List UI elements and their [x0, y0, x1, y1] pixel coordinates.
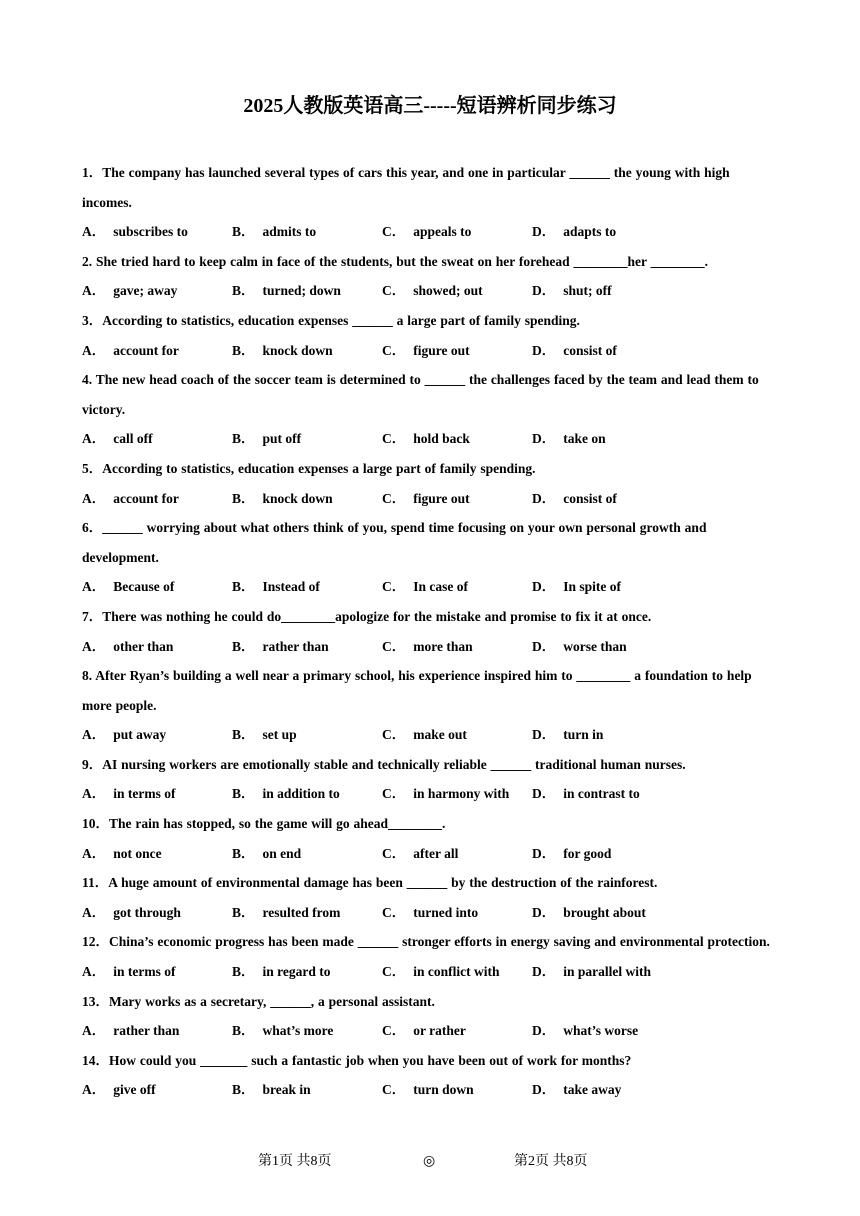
option-letter: B．	[232, 904, 255, 920]
page-number-right: 第2页 共8页	[514, 1154, 588, 1169]
option-letter: A．	[82, 579, 106, 595]
option-text: put away	[113, 727, 167, 743]
question-stem: 1．The company has launched several types of cars this year, and one in particular ______ the young with high incomes.	[82, 165, 730, 210]
option-text: turned into	[413, 904, 479, 920]
option-letter: B．	[232, 283, 255, 299]
option-d	[532, 839, 611, 869]
option-row	[82, 484, 782, 514]
option-b	[232, 779, 340, 809]
option-b	[232, 336, 333, 366]
option-text: after all	[413, 845, 459, 861]
option-a	[82, 839, 162, 869]
option-letter: A．	[82, 727, 106, 743]
option-text: in regard to	[262, 964, 331, 980]
question-item	[82, 158, 782, 247]
question-item	[82, 602, 782, 661]
option-letter: A．	[82, 283, 106, 299]
option-text: in harmony with	[413, 786, 510, 802]
option-c	[382, 839, 458, 869]
option-letter: B．	[232, 727, 255, 743]
option-letter: A．	[82, 1023, 106, 1039]
option-letter: B．	[232, 490, 255, 506]
option-b	[232, 839, 301, 869]
option-letter: D．	[532, 1023, 556, 1039]
option-row	[82, 572, 782, 602]
question-stem: 4. The new head coach of the soccer team is determined to ______ the challenges faced by the team and lead them to victory.	[82, 372, 759, 417]
question-stem: 10．The rain has stopped, so the game will go ahead________.	[82, 816, 446, 832]
option-letter: B．	[232, 845, 255, 861]
option-row	[82, 898, 782, 928]
question-item	[82, 365, 782, 454]
option-b	[232, 1075, 311, 1105]
option-letter: C．	[382, 342, 406, 358]
option-letter: C．	[382, 727, 406, 743]
option-letter: C．	[382, 579, 406, 595]
option-text: subscribes to	[113, 224, 188, 240]
option-d	[532, 720, 603, 750]
option-letter: B．	[232, 964, 255, 980]
option-text: take away	[563, 1082, 622, 1098]
option-text: in contrast to	[563, 786, 640, 802]
option-text: Instead of	[262, 579, 320, 595]
option-d	[532, 276, 612, 306]
option-letter: D．	[532, 283, 556, 299]
option-row	[82, 424, 782, 454]
question-stem: 5．According to statistics, education expenses a large part of family spending.	[82, 460, 536, 476]
option-letter: D．	[532, 845, 556, 861]
option-d	[532, 424, 606, 454]
option-text: rather than	[113, 1023, 180, 1039]
question-stem: 3．According to statistics, education expenses ______ a large part of family spending.	[82, 312, 580, 328]
option-letter: A．	[82, 1082, 106, 1098]
page-number-left: 第1页 共8页	[258, 1154, 332, 1169]
option-text: knock down	[262, 490, 333, 506]
question-item	[82, 868, 782, 927]
option-b	[232, 572, 320, 602]
option-letter: A．	[82, 342, 106, 358]
option-d	[532, 632, 627, 662]
option-text: in terms of	[113, 786, 176, 802]
option-letter: A．	[82, 964, 106, 980]
question-item	[82, 987, 782, 1046]
option-text: rather than	[262, 638, 329, 654]
option-text: gave; away	[113, 283, 178, 299]
option-row	[82, 957, 782, 987]
option-text: turn in	[563, 727, 604, 743]
option-letter: C．	[382, 1082, 406, 1098]
option-letter: D．	[532, 431, 556, 447]
option-text: in conflict with	[413, 964, 500, 980]
option-text: turn down	[413, 1082, 474, 1098]
option-d	[532, 217, 616, 247]
option-letter: C．	[382, 224, 406, 240]
option-c	[382, 957, 500, 987]
option-letter: D．	[532, 1082, 556, 1098]
option-text: consist of	[563, 490, 617, 506]
question-item	[82, 513, 782, 602]
option-letter: D．	[532, 786, 556, 802]
option-letter: C．	[382, 786, 406, 802]
option-text: knock down	[262, 342, 333, 358]
option-row	[82, 632, 782, 662]
option-letter: B．	[232, 579, 255, 595]
option-letter: D．	[532, 342, 556, 358]
option-letter: D．	[532, 579, 556, 595]
option-a	[82, 484, 179, 514]
question-item	[82, 306, 782, 365]
option-d	[532, 1016, 638, 1046]
option-d	[532, 779, 640, 809]
option-a	[82, 217, 188, 247]
option-a	[82, 424, 153, 454]
option-c	[382, 720, 467, 750]
option-d	[532, 957, 651, 987]
option-text: In case of	[413, 579, 468, 595]
question-stem: 14．How could you _______ such a fantastic job when you have been out of work for months?	[82, 1052, 632, 1068]
option-text: more than	[413, 638, 473, 654]
option-d	[532, 484, 617, 514]
option-text: break in	[262, 1082, 311, 1098]
option-text: account for	[113, 490, 179, 506]
option-text: put off	[262, 431, 302, 447]
option-c	[382, 779, 509, 809]
option-letter: C．	[382, 1023, 406, 1039]
option-text: shut; off	[563, 283, 612, 299]
option-row	[82, 720, 782, 750]
option-letter: C．	[382, 490, 406, 506]
question-stem: 12．China’s economic progress has been made ______ stronger efforts in energy saving and environmental protection.	[82, 934, 770, 950]
option-row	[82, 336, 782, 366]
option-letter: A．	[82, 490, 106, 506]
option-a	[82, 898, 181, 928]
option-text: in terms of	[113, 964, 176, 980]
option-text: resulted from	[262, 904, 341, 920]
option-letter: B．	[232, 1023, 255, 1039]
option-c	[382, 276, 483, 306]
option-a	[82, 632, 173, 662]
option-text: adapts to	[563, 224, 617, 240]
option-text: what’s more	[262, 1023, 334, 1039]
option-a	[82, 720, 166, 750]
option-letter: D．	[532, 490, 556, 506]
option-a	[82, 779, 175, 809]
question-item	[82, 927, 782, 986]
footer-symbol: ◎	[423, 1154, 436, 1169]
option-letter: C．	[382, 283, 406, 299]
option-letter: A．	[82, 638, 106, 654]
question-item	[82, 661, 782, 750]
option-c	[382, 632, 473, 662]
option-text: in parallel with	[563, 964, 652, 980]
option-d	[532, 572, 621, 602]
option-text: not once	[113, 845, 162, 861]
option-letter: B．	[232, 638, 255, 654]
option-text: make out	[413, 727, 467, 743]
option-text: showed; out	[413, 283, 483, 299]
option-text: appeals to	[413, 224, 472, 240]
option-text: set up	[262, 727, 297, 743]
option-letter: B．	[232, 786, 255, 802]
option-c	[382, 572, 468, 602]
option-b	[232, 632, 329, 662]
option-c	[382, 217, 471, 247]
option-text: turned; down	[262, 283, 341, 299]
question-stem: 2. She tried hard to keep calm in face of the students, but the sweat on her forehead ________her ________.	[82, 253, 708, 269]
option-text: Because of	[113, 579, 175, 595]
option-text: worse than	[563, 638, 627, 654]
option-letter: B．	[232, 342, 255, 358]
question-list	[82, 158, 782, 1105]
option-letter: A．	[82, 904, 106, 920]
question-item	[82, 1046, 782, 1105]
option-text: take on	[563, 431, 606, 447]
option-b	[232, 1016, 333, 1046]
option-d	[532, 898, 646, 928]
option-c	[382, 1075, 474, 1105]
option-a	[82, 336, 179, 366]
option-letter: C．	[382, 845, 406, 861]
option-letter: C．	[382, 964, 406, 980]
option-letter: D．	[532, 727, 556, 743]
option-d	[532, 1075, 621, 1105]
option-text: hold back	[413, 431, 470, 447]
option-a	[82, 957, 175, 987]
option-a	[82, 276, 177, 306]
option-row	[82, 1016, 782, 1046]
option-letter: A．	[82, 431, 106, 447]
option-c	[382, 898, 478, 928]
option-letter: B．	[232, 1082, 255, 1098]
option-row	[82, 839, 782, 869]
option-text: In spite of	[563, 579, 622, 595]
question-stem: 6．______ worrying about what others think of you, spend time focusing on your own personal growth and development.	[82, 520, 707, 565]
option-letter: B．	[232, 224, 255, 240]
option-text: or rather	[413, 1023, 466, 1039]
option-letter: C．	[382, 431, 406, 447]
option-b	[232, 957, 331, 987]
option-text: what’s worse	[563, 1023, 639, 1039]
question-item	[82, 809, 782, 868]
option-letter: A．	[82, 845, 106, 861]
option-c	[382, 484, 470, 514]
option-row	[82, 1075, 782, 1105]
option-text: account for	[113, 342, 179, 358]
document-title: 2025人教版英语高三-----短语辨析同步练习	[243, 95, 617, 117]
option-b	[232, 276, 341, 306]
option-b	[232, 217, 316, 247]
option-text: for good	[563, 845, 612, 861]
option-c	[382, 336, 470, 366]
option-letter: D．	[532, 904, 556, 920]
option-row	[82, 276, 782, 306]
option-text: consist of	[563, 342, 617, 358]
question-item	[82, 247, 782, 306]
option-text: in addition to	[262, 786, 340, 802]
option-a	[82, 1016, 179, 1046]
option-letter: D．	[532, 638, 556, 654]
option-text: other than	[113, 638, 174, 654]
option-letter: A．	[82, 224, 106, 240]
option-row	[82, 217, 782, 247]
question-stem: 11．A huge amount of environmental damage has been ______ by the destruction of the rainforest.	[82, 875, 658, 891]
question-stem: 8. After Ryan’s building a well near a primary school, his experience inspired him to ________ a foundation to help more people.	[82, 668, 752, 713]
option-text: got through	[113, 904, 181, 920]
option-text: call off	[113, 431, 153, 447]
option-letter: A．	[82, 786, 106, 802]
option-b	[232, 720, 297, 750]
question-item	[82, 750, 782, 809]
option-row	[82, 779, 782, 809]
question-stem: 13．Mary works as a secretary, ______, a personal assistant.	[82, 993, 435, 1009]
question-stem: 9．AI nursing workers are emotionally stable and technically reliable ______ traditional human nurses.	[82, 756, 686, 772]
option-d	[532, 336, 617, 366]
option-c	[382, 1016, 466, 1046]
option-b	[232, 424, 301, 454]
option-a	[82, 572, 174, 602]
option-letter: D．	[532, 964, 556, 980]
option-b	[232, 898, 340, 928]
option-c	[382, 424, 470, 454]
option-text: figure out	[413, 342, 470, 358]
option-text: give off	[113, 1082, 156, 1098]
option-text: on end	[262, 845, 302, 861]
option-a	[82, 1075, 156, 1105]
option-letter: C．	[382, 904, 406, 920]
option-b	[232, 484, 333, 514]
option-letter: C．	[382, 638, 406, 654]
question-stem: 7．There was nothing he could do________apologize for the mistake and promise to fix it at once.	[82, 608, 652, 624]
option-text: admits to	[262, 224, 317, 240]
option-letter: D．	[532, 224, 556, 240]
option-text: figure out	[413, 490, 470, 506]
question-item	[82, 454, 782, 513]
option-letter: B．	[232, 431, 255, 447]
option-text: brought about	[563, 904, 646, 920]
